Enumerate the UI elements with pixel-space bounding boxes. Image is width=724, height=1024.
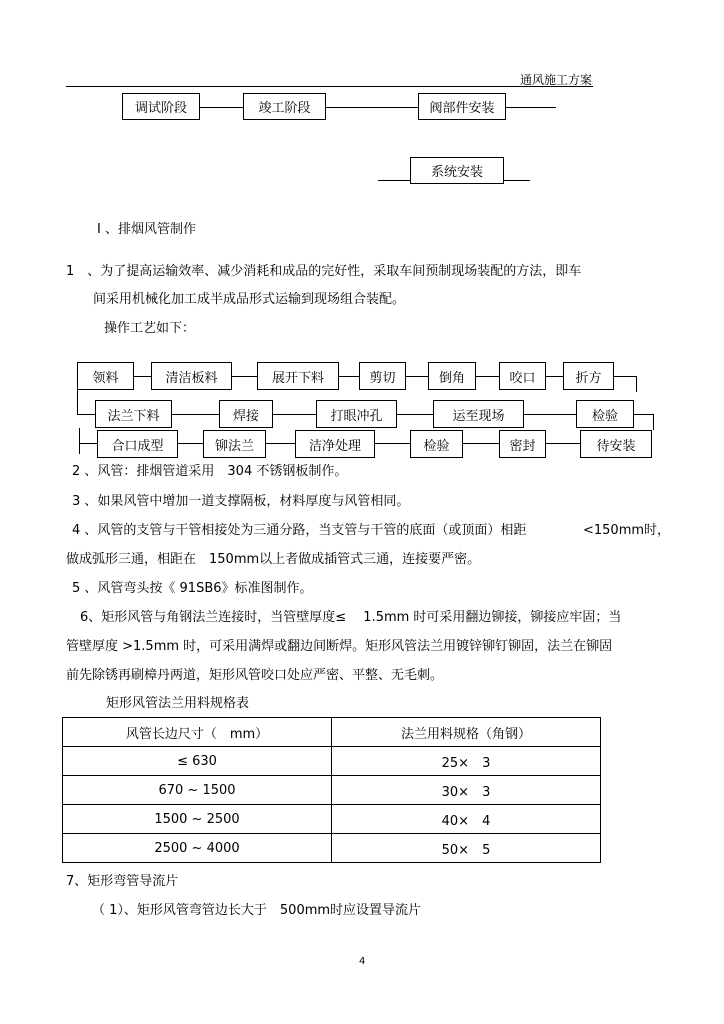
table-cell: 2500 ~ 4000 xyxy=(63,834,332,863)
process-step-seal: 密封 xyxy=(499,430,546,458)
process-step-inspect: 检验 xyxy=(576,400,634,428)
top-flow-connector xyxy=(326,107,418,108)
flow-box-valve-install: 阀部件安装 xyxy=(418,93,506,120)
header-title: 通风施工方案 xyxy=(520,73,593,87)
process-connector xyxy=(79,443,97,444)
process-step-unfold-cut: 展开下料 xyxy=(257,362,339,390)
section-title: Ⅰ 、排烟风管制作 xyxy=(97,222,196,237)
process-step-material-pick: 领料 xyxy=(77,362,134,390)
process-step-weld: 焊接 xyxy=(219,400,273,428)
process-step-chamfer: 倒角 xyxy=(428,362,476,390)
table-cell: 30× 3 xyxy=(332,776,601,805)
flange-spec-table xyxy=(62,717,601,863)
paragraph-1-line-1: 1 、为了提高运输效率、减少消耗和成品的完好性，采取车间预制现场装配的方法，即车 xyxy=(66,264,582,279)
process-step-rivet-flange: 铆法兰 xyxy=(203,430,266,458)
process-step-ready: 待安装 xyxy=(580,430,652,458)
process-step-punch: 打眼冲孔 xyxy=(316,400,397,428)
process-step-transport: 运至现场 xyxy=(433,400,524,428)
paragraph-7: 7、矩形弯管导流片 xyxy=(66,874,179,889)
page-number: 4 xyxy=(359,956,366,967)
process-step-assemble: 合口成型 xyxy=(97,430,178,458)
process-connector xyxy=(636,376,637,392)
paragraph-6-line-3: 前先除锈再刷樟丹两道，矩形风管咬口处应严密、平整、无毛刺。 xyxy=(66,668,444,683)
paragraph-4-line-1a: 4 、风管的支管与干管相接处为三通分路，当支管与干管的底面（或顶面）相距 xyxy=(72,523,527,538)
paragraph-6-line-2: 管壁厚度 >1.5mm 时，可采用满焊或翻边间断焊。矩形风管法兰用镀锌铆钉铆固，法兰在铆固 xyxy=(66,639,613,654)
process-step-inspect-2: 检验 xyxy=(410,430,463,458)
process-connector xyxy=(77,390,78,414)
paragraph-3: 3 、如果风管中增加一道支撑隔板，材料厚度与风管相同。 xyxy=(72,494,410,509)
process-step-clean: 洁净处理 xyxy=(295,430,375,458)
table-caption: 矩形风管法兰用料规格表 xyxy=(106,696,250,711)
paragraph-5: 5 、风管弯头按《 91SB6》标准图制作。 xyxy=(72,581,313,596)
process-intro: 操作工艺如下： xyxy=(104,321,196,336)
table-row xyxy=(63,747,601,776)
table-header-row xyxy=(63,718,601,747)
paragraph-1-line-2: 间采用机械化加工成半成品形式运输到现场组合装配。 xyxy=(93,292,406,307)
process-step-fold: 折方 xyxy=(563,362,614,390)
table-cell: 50× 5 xyxy=(332,834,601,863)
top-flow-connector xyxy=(200,107,244,108)
paragraph-4-line-1b: <150mm时， xyxy=(583,523,671,538)
process-step-shear: 剪切 xyxy=(359,362,406,390)
flow-box-debugging: 调试阶段 xyxy=(122,93,200,120)
process-connector xyxy=(653,414,654,430)
flow-box-completion: 竣工阶段 xyxy=(243,93,326,120)
table-cell: 670 ~ 1500 xyxy=(63,776,332,805)
paragraph-2: 2 、风管：排烟管道采用 304 不锈钢板制作。 xyxy=(72,464,348,479)
table-row xyxy=(63,805,601,834)
table-row xyxy=(63,776,601,805)
top-flow-connector xyxy=(378,180,411,181)
process-step-clean-sheet: 清洁板料 xyxy=(151,362,232,390)
table-header-cell: 法兰用料规格（角钢） xyxy=(332,718,601,747)
table-cell: 1500 ~ 2500 xyxy=(63,805,332,834)
process-step-flange-cut: 法兰下料 xyxy=(95,400,172,428)
paragraph-4-line-2: 做成弧形三通，相距在 150mm以上者做成插管式三通，连接要严密。 xyxy=(66,552,481,567)
table-header-cell: 风管长边尺寸（ mm） xyxy=(63,718,332,747)
table-row xyxy=(63,834,601,863)
table-cell: 25× 3 xyxy=(332,747,601,776)
paragraph-6-line-1: 6、矩形风管与角钢法兰连接时，当管壁厚度≤ 1.5mm 时可采用翻边铆接，铆接应牢固；当 xyxy=(80,610,622,625)
process-connector xyxy=(77,414,95,415)
paragraph-7-1: （ 1）、矩形风管弯管边长大于 500mm时应设置导流片 xyxy=(92,903,422,918)
process-step-seam: 咬口 xyxy=(499,362,546,390)
table-cell: ≤ 630 xyxy=(63,747,332,776)
process-connector xyxy=(79,428,80,454)
top-flow-connector xyxy=(504,180,530,181)
flow-box-system-install: 系统安装 xyxy=(410,157,504,184)
table-cell: 40× 4 xyxy=(332,805,601,834)
top-flow-connector xyxy=(506,107,556,108)
header-rule xyxy=(66,86,593,87)
